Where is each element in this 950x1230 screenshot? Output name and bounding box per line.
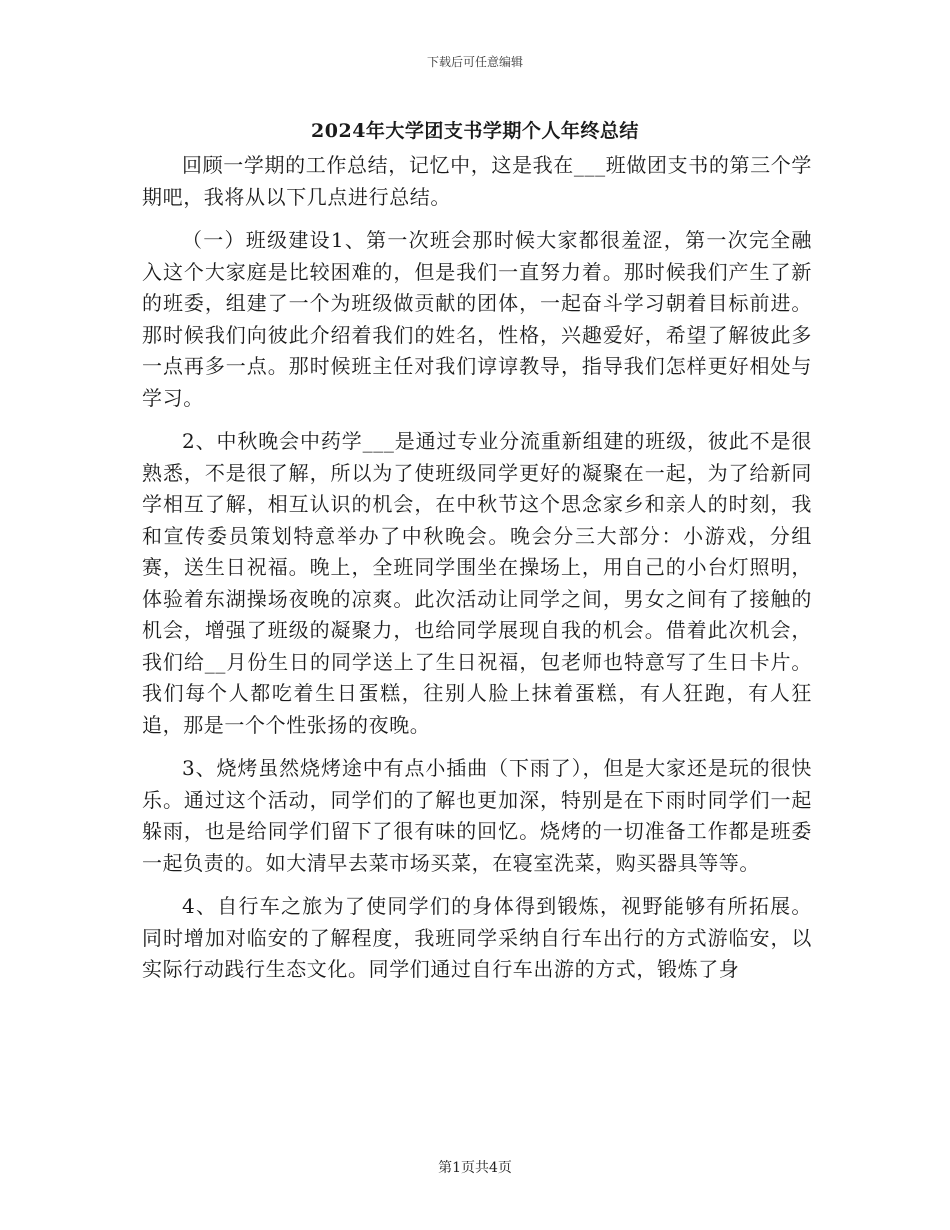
page-header-note: 下载后可任意编辑 [426, 55, 523, 69]
document-title: 2024年大学团支书学期个人年终总结 [311, 120, 639, 142]
paragraph-barbecue: 3、烧烤虽然烧烤途中有点小插曲（下雨了），但是大家还是玩的很快乐。通过这个活动，同学们的了解也更加深，特别是在下雨时同学们一起躲雨，也是给同学们留下了很有味的回忆。烧烤的一切准备工作都是班委一起负责的。如大清早去菜市场买菜，在寝室洗菜，购买器具等等。 [142, 756, 812, 875]
paragraph-intro: 回顾一学期的工作总结，记忆中，这是我在___班做团支书的第三个学期吧，我将从以下几点进行总结。 [142, 153, 812, 209]
page-number: 第1页共4页 [438, 1160, 512, 1176]
paragraph-mid-autumn-party: 2、中秋晚会中药学___是通过专业分流重新组建的班级，彼此不是很熟悉，不是很了解，所以为了使班级同学更好的凝聚在一起，为了给新同学相互了解，相互认识的机会，在中秋节这个思念家乡和亲人的时刻，我和宣传委员策划特意举办了中秋晚会。晚会分三大部分：小游戏，分组赛，送生日祝福。晚上，全班同学围坐在操场上，用自己的小台灯照明，体验着东湖操场夜晚的凉爽。此次活动让同学之间，男女之间有了接触的机会，增强了班级的凝聚力，也给同学展现自我的机会。借着此次机会，我们给__月份生日的同学送上了生日祝福，包老师也特意写了生日卡片。我们每个人都吃着生日蛋糕，往别人脸上抹着蛋糕，有人狂跑，有人狂追，那是一个个性张扬的夜晚。 [142, 429, 812, 737]
document-body [142, 150, 812, 986]
paragraph-class-building: （一）班级建设1、第一次班会那时候大家都很羞涩，第一次完全融入这个大家庭是比较困难的，但是我们一直努力着。那时候我们产生了新的班委，组建了一个为班级做贡献的团体，一起奋斗学习朝着目标前进。那时候我们向彼此介绍着我们的姓名，性格，兴趣爱好，希望了解彼此多一点再多一点。那时候班主任对我们谆谆教导，指导我们怎样更好相处与学习。 [142, 228, 812, 410]
paragraph-bike-trip: 4、自行车之旅为了使同学们的身体得到锻炼，视野能够有所拓展。同时增加对临安的了解程度，我班同学采纳自行车出行的方式游临安，以实际行动践行生态文化。同学们通过自行车出游的方式，锻炼了身 [142, 894, 812, 981]
